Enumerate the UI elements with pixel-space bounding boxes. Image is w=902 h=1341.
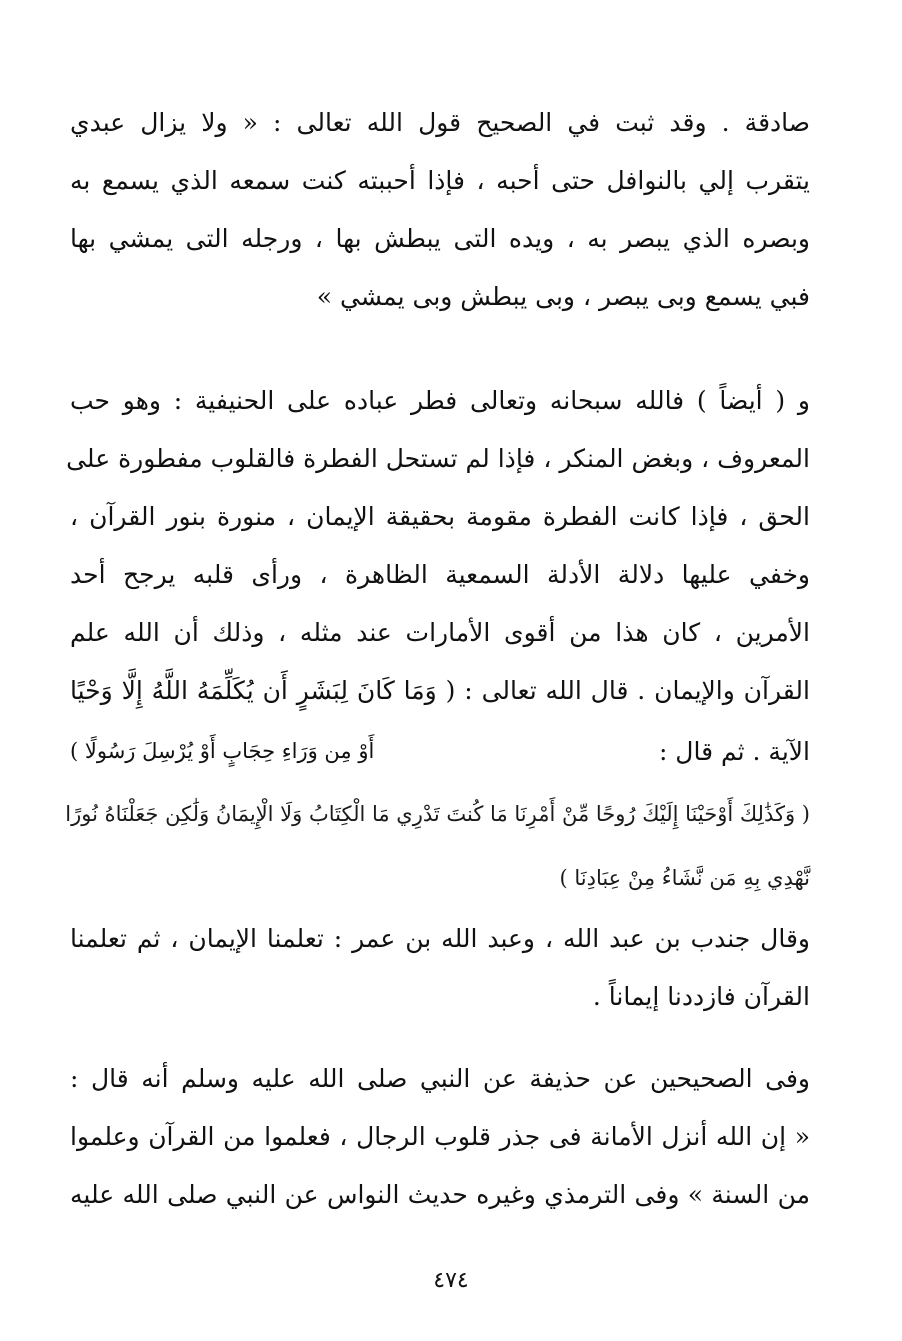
text-line: صادقة . وقد ثبت في الصحيح قول الله تعالى : « ولا يزال عبدي <box>70 108 810 137</box>
page-number: ٤٧٤ <box>433 1268 469 1293</box>
quran-verse-line: ( وَكَذَٰلِكَ أَوْحَيْنَا إِلَيْكَ رُوحًا مِّنْ أَمْرِنَا مَا كُنتَ تَدْرِي مَا الْكِتَابُ وَلَا الْإِيمَانُ وَلَٰكِن جَعَلْنَاهُ نُورًا <box>65 802 810 826</box>
paragraph-3 <box>70 1050 810 1224</box>
quran-verse-line: نَّهْدِي بِهِ مَن نَّشَاءُ مِنْ عِبَادِنَا ) <box>559 866 810 890</box>
text-line: وفى الصحيحين عن حذيفة عن النبي صلى الله عليه وسلم أنه قال : <box>70 1064 810 1093</box>
text-line: يتقرب إلي بالنوافل حتى أحبه ، فإذا أحببته كنت سمعه الذي يسمع به <box>70 166 810 195</box>
text-line: وقال جندب بن عبد الله ، وعبد الله بن عمر : تعلمنا الإيمان ، ثم تعلمنا <box>70 924 810 953</box>
text-line: من السنة » وفى الترمذي وغيره حديث النواس عن النبي صلى الله عليه <box>70 1180 810 1209</box>
quran-verse-row <box>70 720 810 782</box>
text-line: الحق ، فإذا كانت الفطرة مقومة بحقيقة الإيمان ، منورة بنور القرآن ، <box>70 502 810 531</box>
text-line: القرآن والإيمان . قال الله تعالى : ( وَمَا كَانَ لِبَشَرٍ أَن يُكَلِّمَهُ اللَّهُ إِلَّا وَحْيًا <box>70 676 810 705</box>
verse-reference-text: الآية . ثم قال : <box>658 736 810 766</box>
text-line: وبصره الذي يبصر به ، ويده التى يبطش بها ، ورجله التى يمشي بها <box>70 224 810 253</box>
text-line: و ( أيضاً ) فالله سبحانه وتعالى فطر عباده على الحنيفية : وهو حب <box>70 386 810 415</box>
text-line: « إن الله أنزل الأمانة فى جذر قلوب الرجال ، فعلموا من القرآن وعلموا <box>70 1122 810 1151</box>
paragraph-2 <box>65 372 810 1026</box>
text-line: الأمرين ، كان هذا من أقوى الأمارات عند مثله ، وذلك أن الله علم <box>70 618 810 647</box>
text-line: المعروف ، وبغض المنكر ، فإذا لم تستحل الفطرة فالقلوب مفطورة على <box>66 444 810 473</box>
quran-verse-line: أَوْ مِن وَرَاءِ حِجَابٍ أَوْ يُرْسِلَ رَسُولًا ) <box>70 739 375 763</box>
text-line: فبي يسمع وبى يبصر ، وبى يبطش وبى يمشي » <box>316 282 810 311</box>
text-line: وخفي عليها دلالة الأدلة السمعية الظاهرة ، ورأى قلبه يرجح أحد <box>70 560 810 589</box>
paragraph-1 <box>70 94 810 326</box>
text-line: القرآن فازددنا إيماناً . <box>592 982 810 1011</box>
